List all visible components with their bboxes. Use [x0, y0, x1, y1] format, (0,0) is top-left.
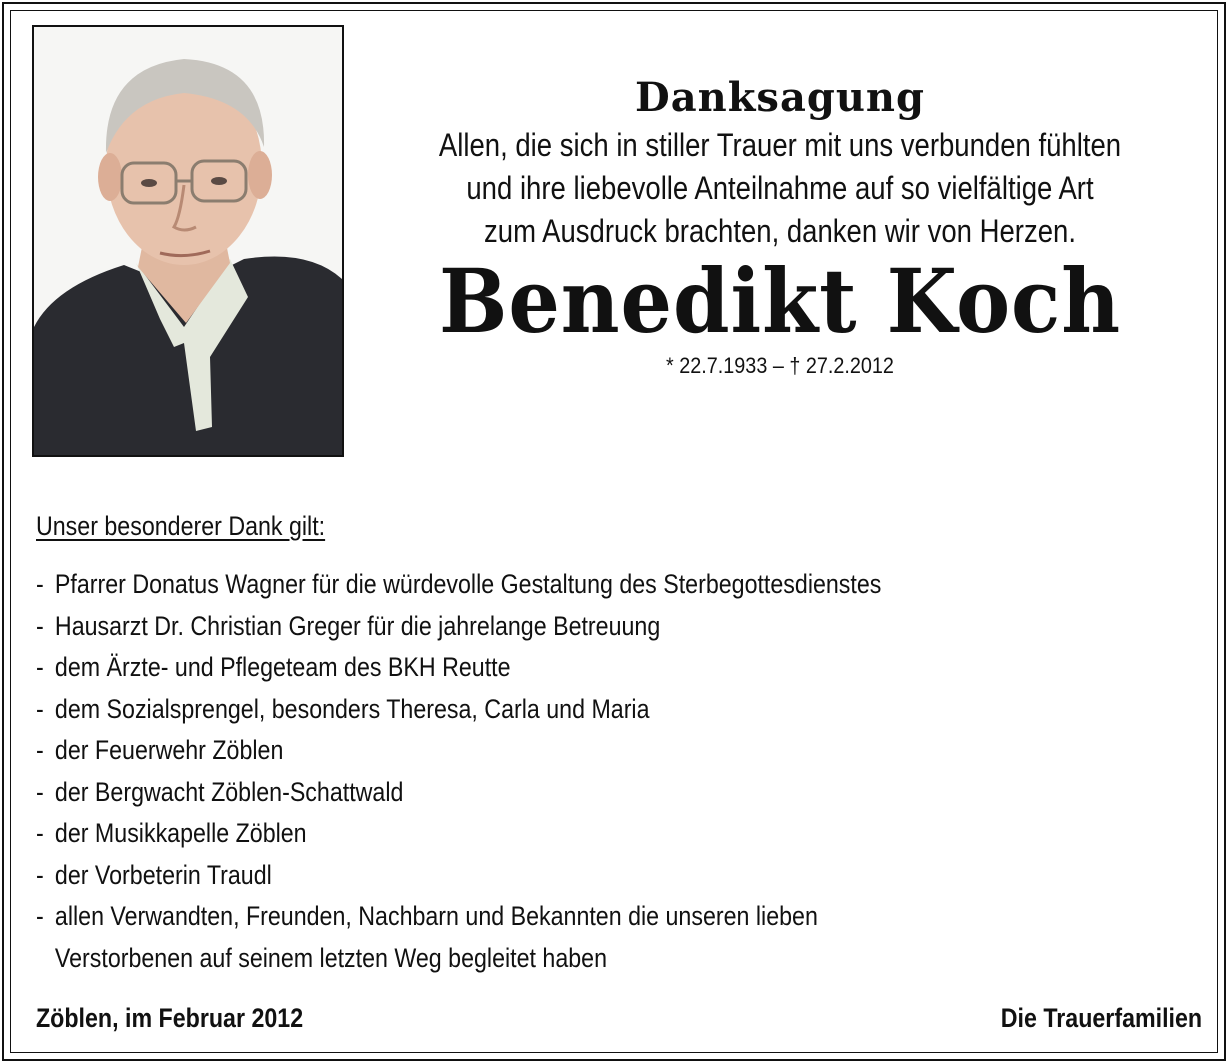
- bullet-dash: -: [36, 776, 44, 807]
- thanks-item: [36, 647, 982, 689]
- portrait-illustration: [34, 27, 342, 455]
- thanks-heading: Unser besonderer Dank gilt:: [36, 511, 326, 541]
- notice-header: [370, 72, 1190, 379]
- intro-line: Allen, die sich in stiller Trauer mit uns verbunden fühlten: [438, 127, 1122, 163]
- thanks-item-text: der Musikkapelle Zöblen: [54, 818, 307, 848]
- thanks-item: [36, 689, 982, 731]
- notice-title: Danksagung: [635, 74, 925, 121]
- thanks-item-text: der Bergwacht Zöblen-Schattwald: [54, 776, 404, 807]
- thanks-item-text: Hausarzt Dr. Christian Greger für die jahrelange Betreuung: [54, 610, 661, 641]
- bullet-dash: -: [36, 693, 44, 724]
- thanks-item-text: der Feuerwehr Zöblen: [54, 735, 284, 765]
- life-dates: * 22.7.1933 – † 27.2.2012: [666, 353, 894, 378]
- bullet-dash: -: [36, 859, 44, 890]
- thanks-item: [36, 606, 982, 648]
- bullet-dash: -: [36, 610, 44, 641]
- thanks-item: [36, 772, 982, 814]
- intro-line: und ihre liebevolle Anteilnahme auf so vielfältige Art: [466, 170, 1094, 206]
- thanks-item: [36, 813, 982, 855]
- intro-line: zum Ausdruck brachten, danken wir von Herzen.: [484, 213, 1076, 249]
- bullet-dash: -: [36, 569, 44, 599]
- thanks-item-text: Verstorbenen auf seinem letzten Weg begleitet haben: [54, 942, 607, 973]
- deceased-name: Benedikt Koch: [438, 249, 1122, 353]
- thanks-item-text: dem Sozialsprengel, besonders Theresa, Carla und Maria: [54, 693, 650, 724]
- thanks-item: [36, 855, 982, 897]
- bullet-dash: -: [36, 901, 44, 931]
- thanks-list: [36, 564, 1136, 979]
- thanks-item-text: Pfarrer Donatus Wagner für die würdevolle Gestaltung des Sterbegottesdienstes: [54, 569, 882, 599]
- thanks-item: [36, 896, 982, 979]
- portrait-photo: [32, 25, 344, 457]
- bullet-dash: -: [36, 818, 44, 848]
- place-date: Zöblen, im Februar 2012: [36, 1003, 304, 1033]
- signature: Die Trauerfamilien: [1000, 1003, 1202, 1033]
- thanks-item-text: allen Verwandten, Freunden, Nachbarn und Bekannten die unseren lieben: [54, 901, 818, 931]
- thanks-item-text: dem Ärzte- und Pflegeteam des BKH Reutte: [54, 652, 511, 682]
- thanks-item: [36, 730, 982, 772]
- thanks-item: [36, 564, 982, 606]
- bullet-dash: -: [36, 652, 44, 682]
- thanks-item-text: der Vorbeterin Traudl: [54, 859, 272, 890]
- bullet-dash: -: [36, 735, 44, 765]
